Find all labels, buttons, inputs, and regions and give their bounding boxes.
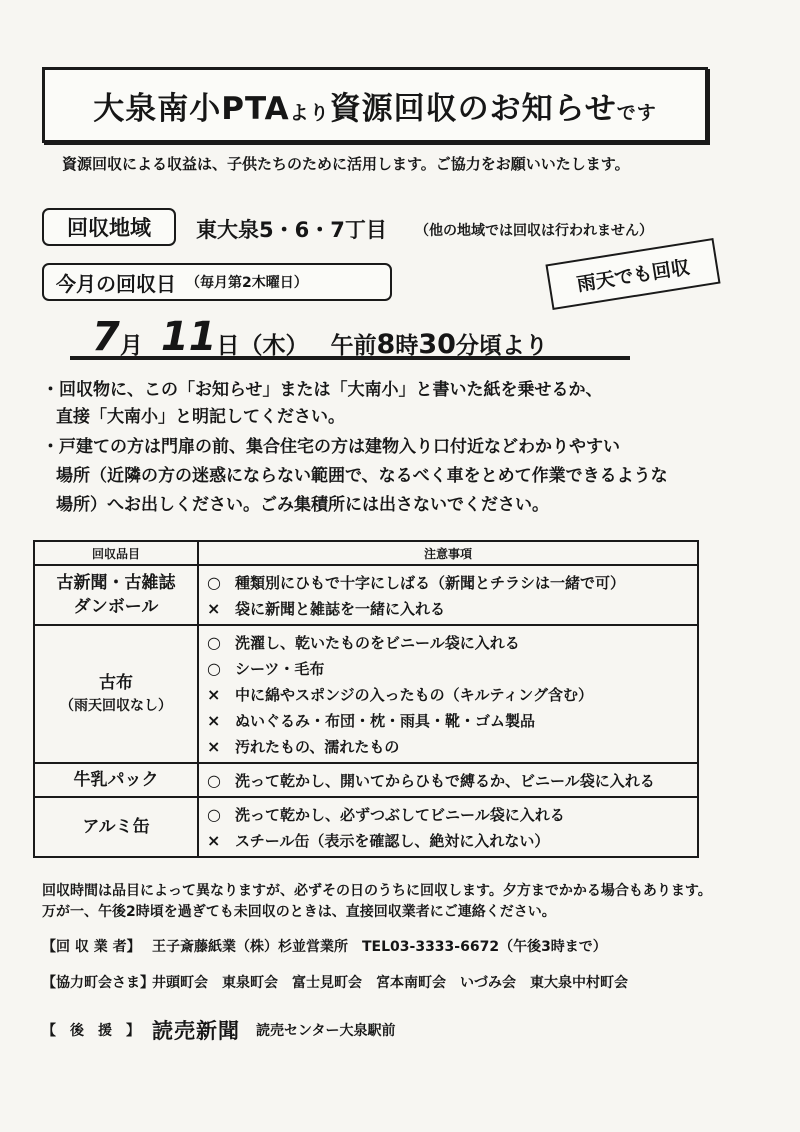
- rules-cell: [198, 565, 698, 625]
- rule-item: [207, 629, 689, 655]
- rule-mark: ×: [207, 598, 221, 618]
- rule-text: 洗って乾かし、開いてからひもで縛るか、ビニール袋に入れる: [235, 771, 655, 790]
- collection-day-label: [42, 263, 392, 301]
- date-time-prefix: 午前: [330, 333, 377, 359]
- item-cell: [34, 565, 198, 625]
- title-main: 大泉南小PTA: [93, 90, 290, 127]
- date-hour: 8: [376, 329, 396, 360]
- note-line: ・回収物に、この「お知らせ」または「大南小」と書いた紙を乗せるか、: [42, 380, 603, 400]
- item-name-2: （雨天回収なし）: [60, 698, 172, 714]
- area-value: 東大泉5・6・7丁目: [196, 218, 387, 242]
- rule-mark: ×: [207, 710, 221, 730]
- header-item: 回収品目: [34, 541, 198, 565]
- table-header-row: [34, 541, 698, 565]
- date-day-unit: 日（木）: [216, 333, 309, 359]
- rule-item: [207, 733, 689, 759]
- item-name: アルミ缶: [82, 817, 150, 837]
- contractor-value: 王子斎藤紙業（株）杉並営業所 TEL03-3333-6672（午後3時まで）: [152, 939, 607, 955]
- rule-text: 中に綿やスポンジの入ったもの（キルティング含む）: [235, 685, 593, 704]
- rule-mark: ×: [207, 684, 221, 704]
- rule-mark: ○: [207, 632, 221, 652]
- table-row: [34, 625, 698, 763]
- sponsor-logo: 読売新聞: [152, 1018, 240, 1043]
- note-line: ・戸建ての方は門扉の前、集合住宅の方は建物入り口付近などわかりやすい: [42, 437, 620, 457]
- item-name: 古布: [99, 673, 133, 693]
- cooperation-row: [42, 972, 628, 992]
- support-row: [42, 1015, 395, 1045]
- support-value: 読売センター大泉駅前: [256, 1023, 396, 1039]
- area-label: 回収地域: [42, 208, 176, 246]
- cooperation-label: 【協力町会さま】: [42, 975, 154, 991]
- rule-item: [207, 681, 689, 707]
- date-month: 7: [92, 314, 120, 360]
- date-day: 11: [160, 314, 217, 360]
- item-name: 古新聞・古雑誌: [56, 573, 176, 593]
- collection-day-label-text: 今月の回収日: [56, 271, 176, 296]
- rule-text: 種類別にひもで十字にしばる（新聞とチラシは一緒で可）: [235, 573, 626, 592]
- collection-date: [92, 312, 548, 360]
- rule-text: シーツ・毛布: [235, 659, 325, 678]
- area-note: （他の地域では回収は行われません）: [415, 223, 653, 239]
- item-name-2: ダンボール: [73, 597, 159, 617]
- item-cell: [34, 797, 198, 857]
- title-small-1: より: [289, 101, 330, 124]
- collection-day-note: （毎月第2木曜日）: [186, 275, 308, 291]
- items-table: [33, 540, 699, 858]
- table-row: [34, 797, 698, 857]
- rain-stamp: 雨天でも回収: [545, 238, 720, 310]
- footer-note: 万が一、午後2時頃を過ぎても未回収のときは、直接回収業者にご連絡ください。: [42, 904, 556, 920]
- date-hour-unit: 時: [395, 333, 419, 359]
- date-month-unit: 月: [119, 333, 143, 359]
- rule-item: [207, 827, 689, 853]
- rule-text: ぬいぐるみ・布団・枕・雨具・靴・ゴム製品: [235, 711, 536, 730]
- date-suffix: 頃より: [478, 333, 548, 359]
- rule-mark: ○: [207, 804, 221, 824]
- rule-item: [207, 767, 689, 793]
- title-box: [42, 67, 708, 143]
- rule-text: 洗って乾かし、必ずつぶしてビニール袋に入れる: [235, 805, 565, 824]
- rules-cell: [198, 763, 698, 797]
- footer-note: 回収時間は品目によって異なりますが、必ずその日のうちに回収します。夕方までかかる場合もあります。: [42, 883, 712, 899]
- table-row: [34, 565, 698, 625]
- subtitle: 資源回収による収益は、子供たちのために活用します。ご協力をお願いいたします。: [62, 155, 630, 173]
- note-line: 直接「大南小」と明記してください。: [56, 407, 345, 427]
- rule-mark: ○: [207, 658, 221, 678]
- rule-mark: ×: [207, 830, 221, 850]
- rule-text: 袋に新聞と雑誌を一緒に入れる: [235, 599, 446, 618]
- rule-mark: ○: [207, 770, 221, 790]
- item-cell: [34, 763, 198, 797]
- title-small-2: です: [616, 101, 657, 124]
- rule-text: 洗濯し、乾いたものをビニール袋に入れる: [235, 633, 520, 652]
- item-cell: [34, 625, 198, 763]
- date-minute: 30: [418, 329, 456, 360]
- title-main-2: 資源回収のお知らせ: [329, 90, 617, 127]
- rule-item: [207, 707, 689, 733]
- rule-text: 汚れたもの、濡れたもの: [235, 737, 400, 756]
- rule-item: [207, 595, 689, 621]
- rule-item: [207, 655, 689, 681]
- contractor-row: [42, 936, 607, 956]
- note-line: 場所（近隣の方の迷惑にならない範囲で、なるべく車をとめて作業できるような: [56, 466, 668, 486]
- date-underline: [70, 356, 630, 360]
- support-label: 【 後 援 】: [42, 1023, 140, 1039]
- cooperation-value: 井頭町会 東泉町会 富士見町会 宮本南町会 いづみ会 東大泉中村町会: [152, 975, 628, 991]
- page-title: [93, 83, 657, 128]
- rule-mark: ○: [207, 572, 221, 592]
- rule-text: スチール缶（表示を確認し、絶対に入れない）: [235, 831, 550, 850]
- contractor-label: 【回 収 業 者】: [42, 939, 141, 955]
- date-minute-unit: 分: [455, 333, 479, 359]
- table-row: [34, 763, 698, 797]
- rule-item: [207, 801, 689, 827]
- item-name: 牛乳パック: [73, 770, 159, 790]
- rules-cell: [198, 797, 698, 857]
- note-line: 場所）へお出しください。ごみ集積所には出さないでください。: [56, 495, 549, 515]
- header-note: 注意事項: [198, 541, 698, 565]
- rule-mark: ×: [207, 736, 221, 756]
- rules-cell: [198, 625, 698, 763]
- rule-item: [207, 569, 689, 595]
